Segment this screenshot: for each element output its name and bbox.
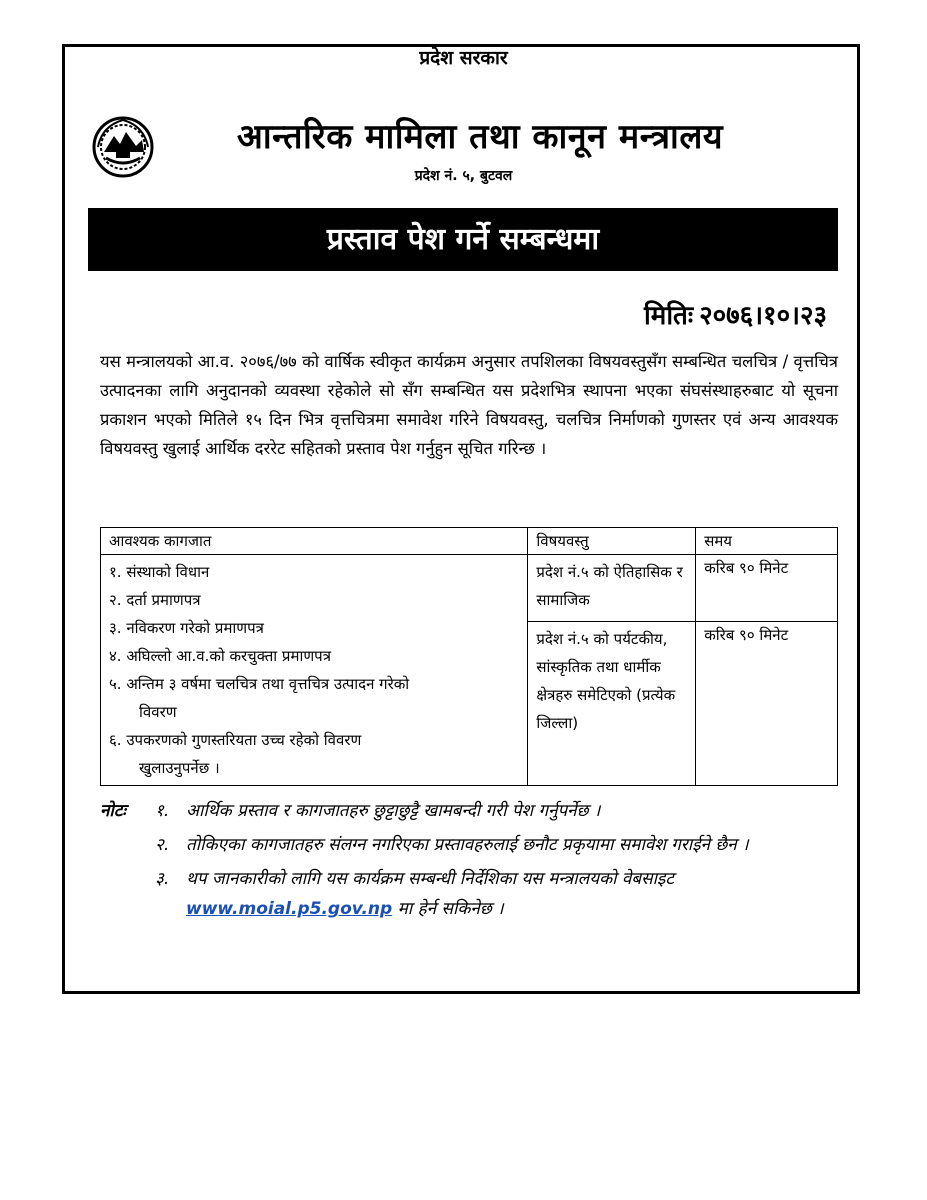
note-text: तोकिएका कागजातहरु संलग्न नगरिएका प्रस्तावहरुलाई छनौट प्रकृयामा समावेश गराईने छैन ।: [186, 835, 749, 855]
note-text: [186, 864, 845, 924]
date-label: मितिः: [644, 301, 694, 331]
note-text-part: थप जानकारीको लागि यस कार्यक्रम सम्बन्धी निर्देशिका यस मन्त्रालयको वेबसाइट: [186, 869, 674, 889]
document-item: ३. नविकरण गरेको प्रमाणपत्र: [109, 619, 264, 637]
document-item-continuation: विवरण: [139, 703, 177, 721]
document-item: ४. अघिल्लो आ.व.को करचुक्ता प्रमाणपत्र: [109, 647, 331, 665]
table-header-row: [101, 528, 838, 555]
ministry-name: आन्तरिक मामिला तथा कानून मन्त्रालय: [236, 117, 724, 157]
note-item: [100, 796, 845, 826]
subject-banner: प्रस्ताव पेश गर्ने सम्बन्धमा: [88, 208, 838, 271]
note-item: [100, 830, 845, 860]
document-item: १. संस्थाको विधान: [109, 563, 210, 581]
note-number: २.: [155, 835, 170, 855]
note-text: आर्थिक प्रस्ताव र कागजातहरु छुट्टाछुट्टै खामबन्दी गरी पेश गर्नुपर्नेछ ।: [186, 801, 601, 821]
column-header: विषयवस्तु: [528, 528, 696, 555]
ministry-address: प्रदेश नं. ५, बुटवल: [414, 168, 513, 184]
note-number: १.: [155, 801, 170, 821]
table-row: [101, 555, 838, 622]
subject-cell: प्रदेश नं.५ को पर्यटकीय, सांस्कृतिक तथा धार्मीक क्षेत्रहरु समेटिएको (प्रत्येक जिल्ला): [528, 622, 696, 786]
notice-body: यस मन्त्रालयको आ.व. २०७६/७७ को वार्षिक स्वीकृत कार्यक्रम अनुसार तपशिलका विषयवस्तुसँग सम्बन्धित चलचित्र / वृत्तचित्र उत्पादनका लागि अनुदानको व्यवस्था रहेकोले सो सँग सम्बन्धित यस प्रदेशभित्र स्थापना भएका संघसंस्थाहरुबाट यो सूचना प्रकाशन भएको मितिले १५ दिन भित्र वृत्तचित्रमा समावेश गरिने विषयवस्तु, चलचित्र निर्माणको गुणस्तर एवं अन्य आवश्यक विषयवस्तु खुलाई आर्थिक दररेट सहितको प्रस्ताव पेश गर्नुहुन सूचित गरिन्छ ।: [100, 352, 838, 458]
note-number: ३.: [155, 869, 170, 889]
document-item: ५. अन्तिम ३ वर्षमा चलचित्र तथा वृत्तचित्र उत्पादन गरेको: [109, 675, 410, 693]
requirements-table: [100, 527, 838, 786]
document-item-continuation: खुलाउनुपर्नेछ ।: [139, 759, 220, 777]
time-cell: करिब ९० मिनेट: [696, 622, 838, 786]
website-link[interactable]: www.moial.p5.gov.np: [186, 899, 393, 919]
note-item: [100, 864, 845, 924]
document-item: ६. उपकरणको गुणस्तरियता उच्च रहेको विवरण: [109, 731, 362, 749]
time-cell: करिब ९० मिनेट: [696, 555, 838, 622]
notice-date: [644, 296, 827, 332]
note-text-part: मा हेर्न सकिनेछ ।: [397, 899, 504, 919]
notes-label: नोटः: [100, 801, 126, 821]
document-item: २. दर्ता प्रमाणपत्र: [109, 591, 201, 609]
column-header: आवश्यक कागजात: [101, 528, 528, 555]
subject-cell: प्रदेश नं.५ को ऐतिहासिक र सामाजिक: [528, 555, 696, 622]
date-value: २०७६।१०।२३: [699, 301, 827, 331]
government-heading: प्रदेश सरकार: [419, 47, 508, 69]
required-documents-cell: [101, 555, 528, 786]
column-header: समय: [696, 528, 838, 555]
notes-section: [100, 796, 845, 924]
